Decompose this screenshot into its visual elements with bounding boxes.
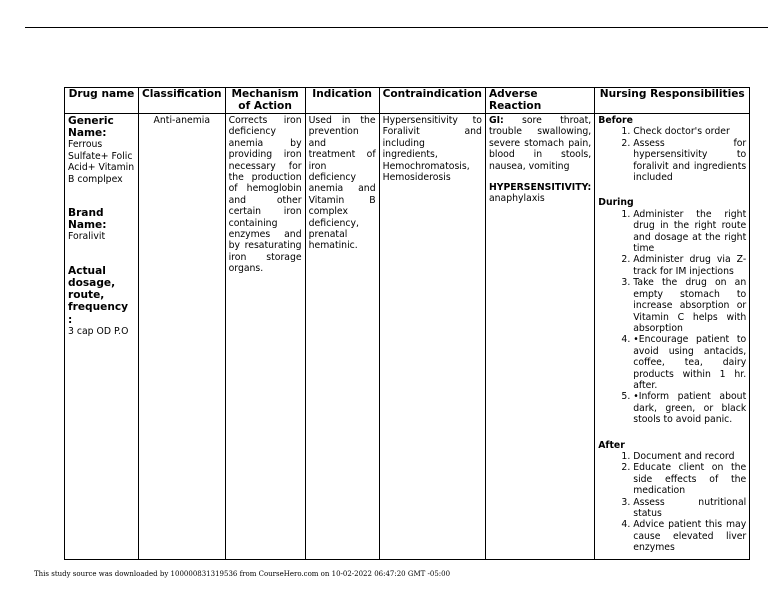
list-item: 3. Take the drug on an empty stomach to increase absorption or Vitamin C helps with absorption xyxy=(633,277,746,334)
hypersensitivity-text: anaphylaxis xyxy=(488,193,545,205)
adverse-reaction-cell xyxy=(485,114,594,560)
adverse-hypersensitivity xyxy=(489,182,591,205)
drug-row xyxy=(65,114,750,560)
list-item: 2. Educate client on the side effects of the medication xyxy=(633,462,746,496)
download-footer: This study source was downloaded by 100000831319536 from CourseHero.com on 10-02-2022 06:47:20 GMT -05:00 xyxy=(34,570,451,578)
nursing-during-section xyxy=(598,197,746,425)
top-rule xyxy=(25,27,768,28)
classification-cell: Anti-anemia xyxy=(139,114,226,560)
gi-text: sore throat, trouble swallowing, severe stomach pain, blood in stools, nausea, vomiting xyxy=(488,115,592,172)
gi-label: GI: xyxy=(488,115,504,126)
list-item: 1. Check doctor's order xyxy=(633,126,746,137)
drug-name-cell xyxy=(65,114,139,560)
nursing-before-title: Before xyxy=(598,115,633,126)
header-classification: Classification xyxy=(139,88,226,114)
mechanism-cell: Corrects iron deficiency anemia by providing iron necessary for the production of hemoglobin and other certain iron containing enzymes and by resaturating iron storage organs. xyxy=(225,114,305,560)
header-nursing-responsibilities: Nursing Responsibilities xyxy=(595,88,750,114)
hypersensitivity-label: HYPERSENSITIVITY: xyxy=(488,182,592,194)
nursing-during-title: During xyxy=(598,197,634,209)
dosage-label: Actual dosage, route, frequency : xyxy=(68,264,129,326)
brand-name-value: Foralivit xyxy=(68,231,106,243)
generic-name-value: Ferrous Sulfate+ Folic Acid+ Vitamin B complpex xyxy=(68,139,135,185)
nursing-after-section xyxy=(598,440,746,554)
header-drug-name: Drug name xyxy=(65,88,139,114)
nursing-after-title: After xyxy=(598,439,625,451)
header-contraindication: Contraindication xyxy=(379,88,485,114)
list-item: 1. Administer the right drug in the right route and dosage at the right time xyxy=(633,209,746,255)
header-indication: Indication xyxy=(305,88,379,114)
list-item: 3. Assess nutritional status xyxy=(633,497,746,520)
header-adverse-reaction: Adverse Reaction xyxy=(485,88,594,114)
list-item: 5. •Inform patient about dark, green, or black stools to avoid panic. xyxy=(633,391,746,425)
header-mechanism: Mechanism of Action xyxy=(225,88,305,114)
list-item: 1. Document and record xyxy=(633,451,746,462)
header-row xyxy=(65,88,750,114)
list-item: 2. Assess for hypersensitivity to foralivit and ingredients included xyxy=(633,138,746,184)
adverse-gi xyxy=(489,115,591,172)
list-item: 2. Administer drug via Z-track for IM injections xyxy=(633,254,746,277)
list-item: 4. •Encourage patient to avoid using antacids, coffee, tea, dairy products within 1 hr. after. xyxy=(633,334,746,391)
drug-study-table xyxy=(64,87,750,560)
dosage-value: 3 cap OD P.O xyxy=(68,325,129,337)
indication-cell: Used in the prevention and treatment of iron deficiency anemia and Vitamin B complex deficiency, prenatal hematinic. xyxy=(305,114,379,560)
list-item: 4. Advice patient this may cause elevated liver enzymes xyxy=(633,519,746,553)
generic-name-label: Generic Name: xyxy=(68,115,114,140)
brand-name-label: Brand Name: xyxy=(68,207,107,232)
contraindication-cell: Hypersensitivity to Foralivit and including ingredients, Hemochromatosis, Hemosiderosis xyxy=(379,114,485,560)
nursing-before-section xyxy=(598,115,746,183)
nursing-responsibilities-cell xyxy=(595,114,750,560)
